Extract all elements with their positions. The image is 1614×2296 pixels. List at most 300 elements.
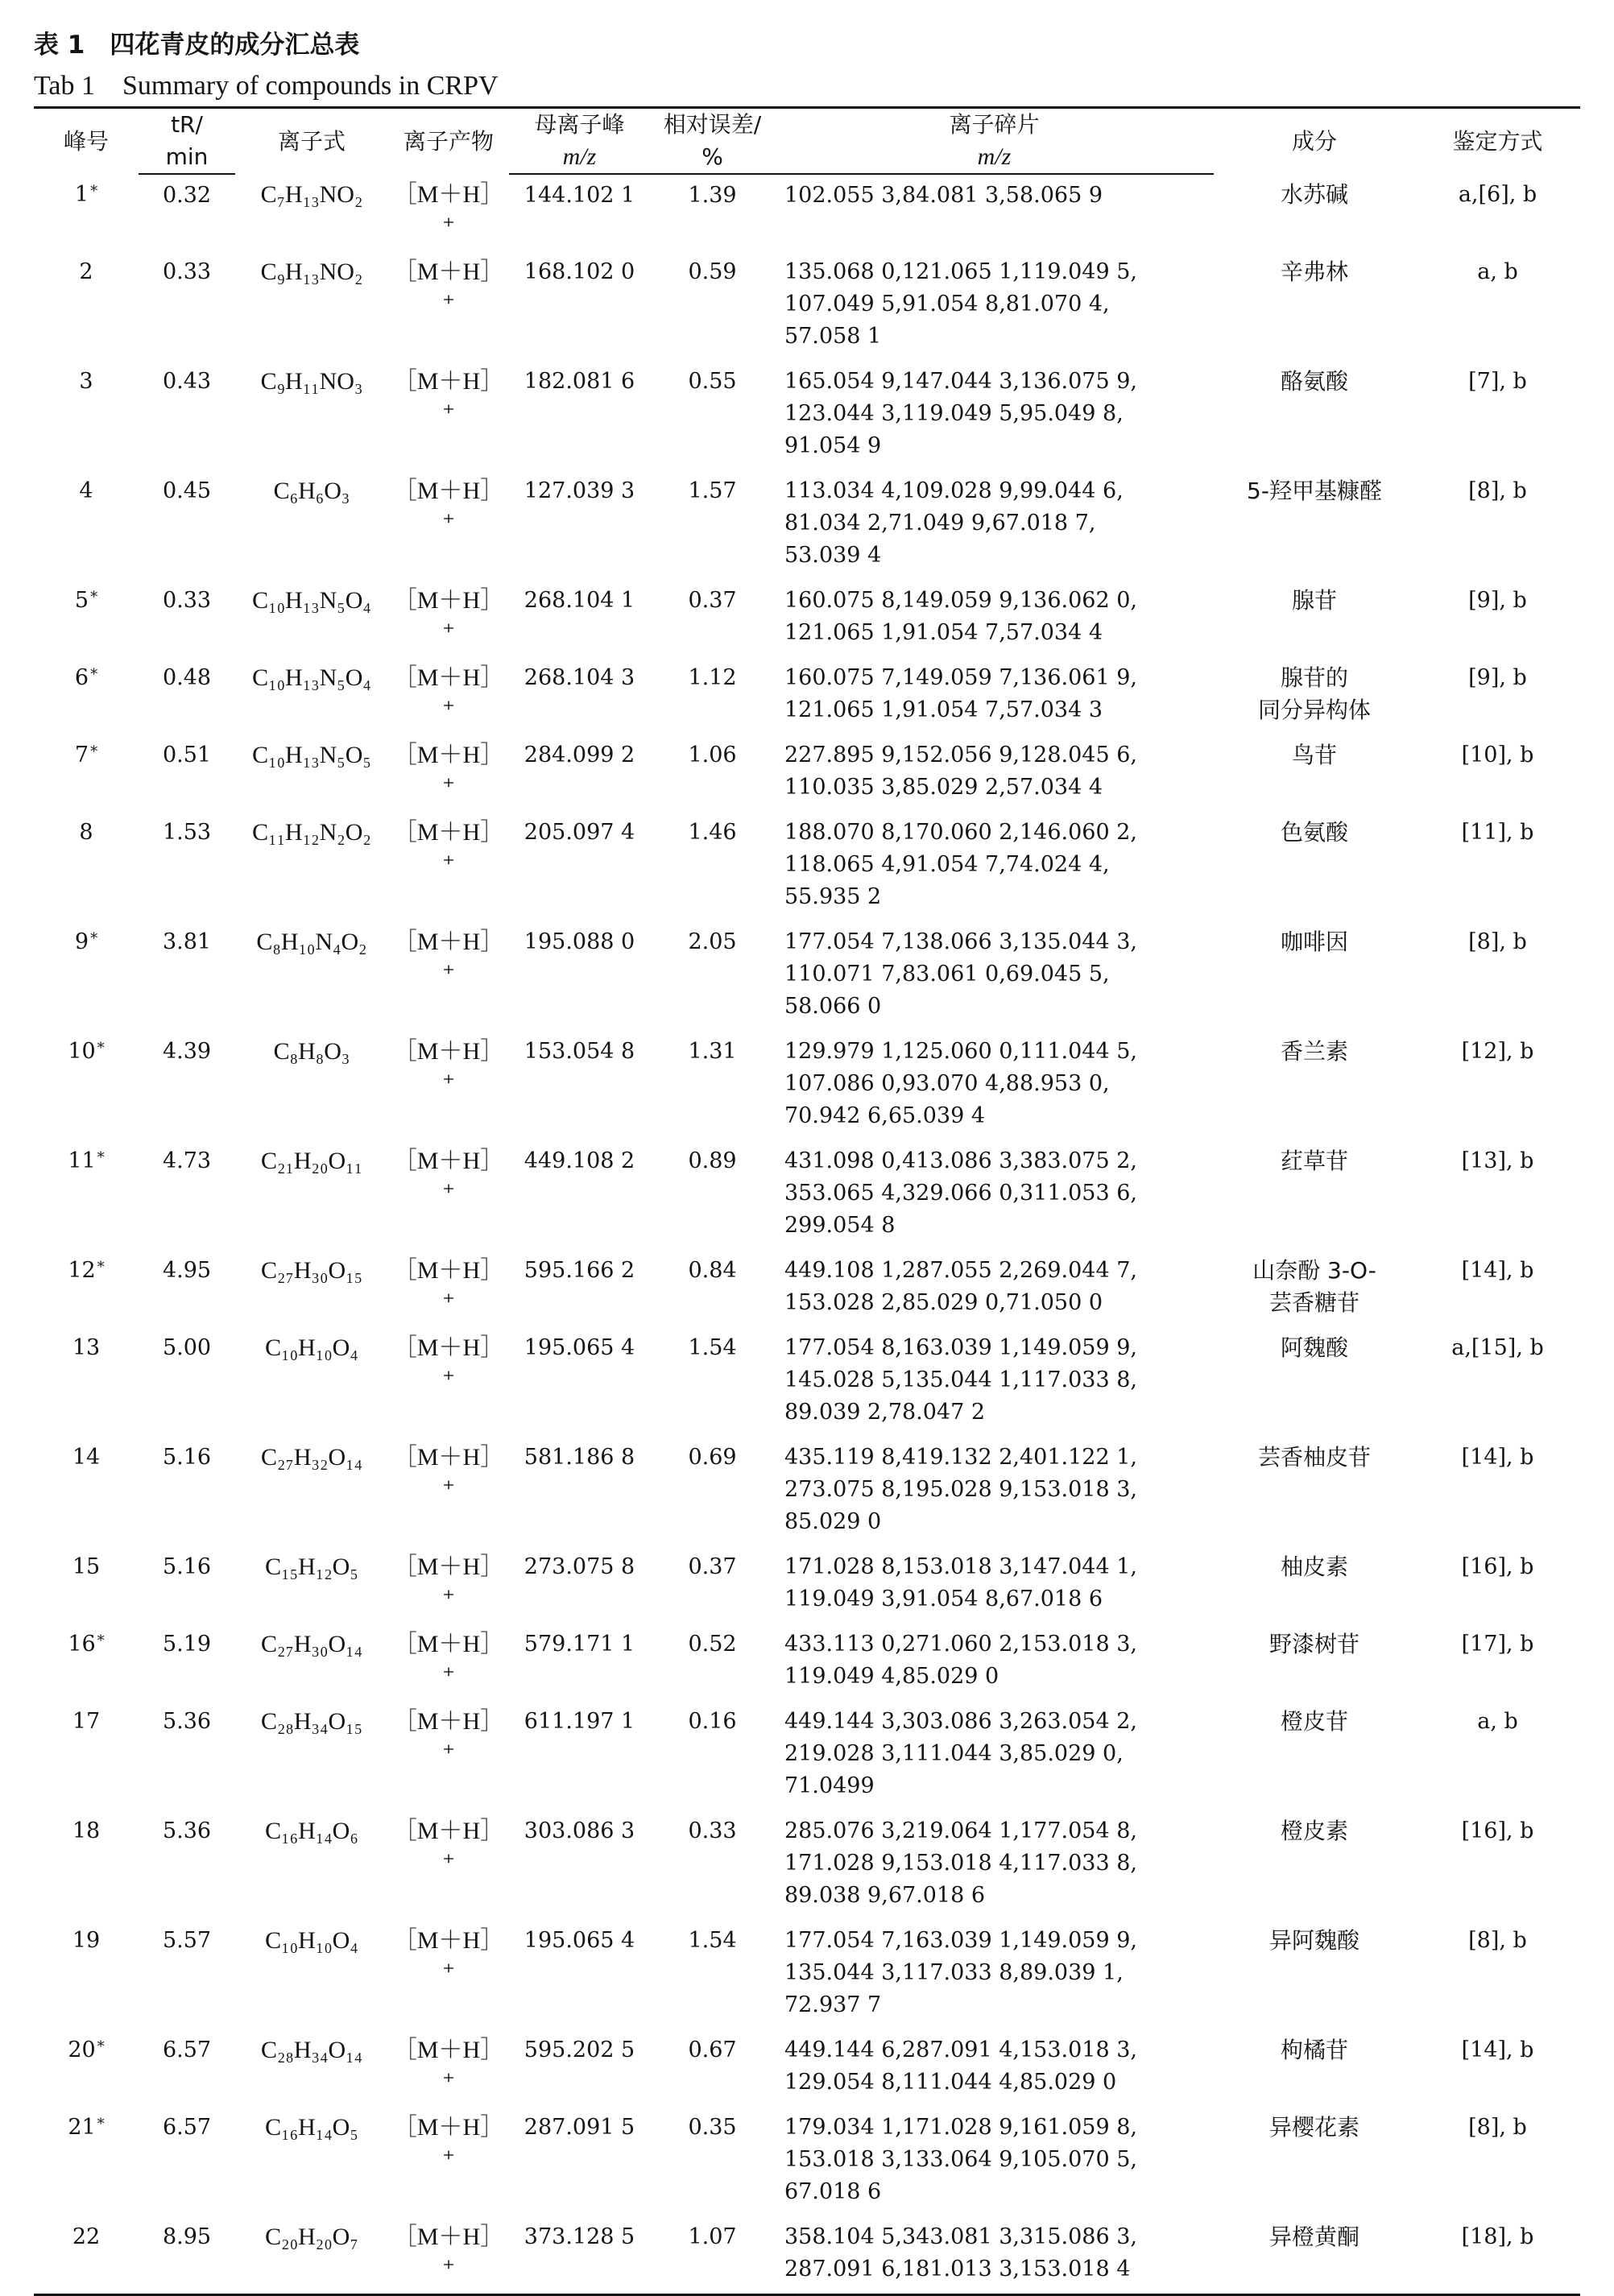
table-row (34, 251, 1580, 361)
compound-name: 5-羟甲基糠醛 (1247, 478, 1382, 504)
compound-name: 异橙黄酮 (1268, 2224, 1359, 2250)
method-cell: [10], b (1461, 743, 1534, 767)
parent-ion-cell: 287.091 5 (524, 2115, 635, 2140)
fragment-line: 179.034 1,171.028 9,161.059 8, (784, 2115, 1137, 2140)
error-cell: 1.12 (688, 665, 737, 690)
fragment-line: 119.049 4,85.029 0 (784, 1664, 999, 1689)
peak-number: 22 (72, 2224, 101, 2249)
retention-time-cell: 1.53 (162, 820, 212, 845)
ion-cell: ［M＋H］⁺ (392, 1927, 505, 1986)
formula-cell: C₁₀H₁₀O₄ (265, 1927, 358, 1954)
peak-number: 8 (79, 820, 93, 845)
fragment-line: 113.034 4,109.028 9,99.044 6, (784, 478, 1124, 503)
method-cell: [8], b (1468, 929, 1527, 954)
peak-number: 4 (79, 478, 93, 503)
formula-cell: C₁₀H₁₃N₅O₄ (252, 587, 371, 614)
error-cell: 0.52 (688, 1632, 737, 1657)
fragments-cell (775, 361, 1214, 470)
document-page (34, 18, 1580, 2296)
fragment-line: 135.044 3,117.033 8,89.039 1, (784, 1960, 1124, 1985)
peak-cell (34, 1810, 139, 1920)
formula-cell: C₈H₈O₃ (273, 1038, 350, 1065)
parent-ion-cell: 373.128 5 (509, 2216, 650, 2295)
compound-name: 阿魏酸 (1280, 1334, 1348, 1361)
fragment-line: 171.028 9,153.018 4,117.033 8, (784, 1851, 1137, 1876)
compound-name: 柚皮素 (1280, 1553, 1348, 1580)
header-parent-bottom: m/z (509, 141, 650, 174)
table-row (34, 657, 1580, 734)
error-cell: 0.55 (688, 369, 737, 394)
table-row (34, 2216, 1580, 2295)
compound-name: 同分异构体 (1257, 697, 1371, 723)
table-row (34, 1327, 1580, 1437)
fragment-line: 72.937 7 (784, 1992, 882, 2017)
compound-cell (1214, 1250, 1415, 1327)
parent-ion-cell: 284.099 2 (524, 743, 635, 767)
peak-star-mark: * (90, 183, 98, 200)
fragment-line: 287.091 6,181.013 3,153.018 4 (784, 2257, 1131, 2282)
method-cell: [9], b (1468, 665, 1527, 690)
peak-number: 12 (68, 1258, 96, 1283)
table-row (34, 1031, 1580, 1140)
peak-star-mark: * (97, 1632, 105, 1649)
error-cell: 1.54 (688, 1928, 737, 1953)
error-cell: 0.33 (688, 1818, 737, 1843)
compound-cell (1214, 2216, 1415, 2295)
peak-number: 19 (72, 1928, 101, 1953)
header-frag-bottom: m/z (775, 141, 1214, 174)
fragments-cell (775, 1031, 1214, 1140)
fragments-cell (775, 1624, 1214, 1701)
formula-cell: C₂₇H₃₂O₁₄ (260, 1444, 363, 1471)
fragment-line: 129.979 1,125.060 0,111.044 5, (784, 1039, 1137, 1064)
formula-cell: C₁₆H₁₄O₆ (265, 1818, 358, 1844)
error-cell: 1.39 (688, 183, 737, 208)
fragment-line: 227.895 9,152.056 9,128.045 6, (784, 743, 1137, 767)
peak-cell (34, 174, 139, 251)
parent-ion-cell: 449.108 2 (524, 1148, 635, 1173)
error-cell: 0.67 (688, 2037, 737, 2062)
compound-cell (1214, 1140, 1415, 1250)
fragment-line: 160.075 8,149.059 9,136.062 0, (784, 588, 1137, 613)
formula-cell: C₁₅H₁₂O₅ (265, 1553, 358, 1580)
parent-ion-cell: 273.075 8 (524, 1554, 635, 1579)
peak-number: 17 (72, 1709, 101, 1734)
retention-time-cell: 0.43 (162, 369, 212, 394)
ion-cell: ［M＋H］⁺ (392, 1708, 505, 1767)
error-cell: 0.37 (688, 588, 737, 613)
parent-ion-cell: 195.065 4 (524, 1928, 635, 1953)
fragment-line: 145.028 5,135.044 1,117.033 8, (784, 1367, 1137, 1392)
peak-star-mark: * (97, 2116, 105, 2133)
fragment-line: 102.055 3,84.081 3,58.065 9 (784, 183, 1103, 208)
method-cell: [14], b (1461, 1258, 1534, 1283)
table-row (34, 2107, 1580, 2216)
peak-star-mark: * (97, 2038, 105, 2055)
compound-cell (1214, 657, 1415, 734)
header-frag-top: 离子碎片 (775, 108, 1214, 142)
table-row (34, 2029, 1580, 2107)
fragments-cell (775, 657, 1214, 734)
table-row (34, 734, 1580, 812)
formula-cell: C₁₁H₁₂N₂O₂ (252, 819, 371, 846)
retention-time-cell: 0.48 (162, 665, 212, 690)
ion-cell: ［M＋H］⁺ (392, 2037, 505, 2095)
compound-name: 腺苷的 (1280, 664, 1348, 691)
retention-time-cell: 5.00 (162, 1335, 212, 1360)
fragment-line: 285.076 3,219.064 1,177.054 8, (784, 1818, 1137, 1843)
retention-time-cell: 5.36 (162, 1818, 212, 1843)
compound-name: 咖啡因 (1280, 929, 1348, 955)
fragment-line: 449.144 6,287.091 4,153.018 3, (784, 2037, 1137, 2062)
header-compound: 成分 (1214, 108, 1415, 175)
retention-time-cell: 5.16 (162, 1445, 212, 1470)
formula-cell: C₂₇H₃₀O₁₅ (260, 1257, 363, 1284)
fragment-line: 123.044 3,119.049 5,95.049 8, (784, 401, 1124, 426)
fragment-line: 435.119 8,419.132 2,401.122 1, (784, 1445, 1137, 1470)
peak-cell (34, 1140, 139, 1250)
compound-cell (1214, 1810, 1415, 1920)
compound-cell (1214, 1624, 1415, 1701)
compound-name: 鸟苷 (1291, 742, 1337, 768)
parent-ion-cell: 303.086 3 (524, 1818, 635, 1843)
peak-cell (34, 1920, 139, 2029)
fragment-line: 67.018 6 (784, 2179, 882, 2204)
table-row (34, 1810, 1580, 1920)
error-cell: 0.89 (688, 1148, 737, 1173)
peak-number: 9 (74, 929, 89, 954)
ion-cell: ［M＋H］⁺ (392, 181, 505, 240)
fragment-line: 188.070 8,170.060 2,146.060 2, (784, 820, 1137, 845)
formula-cell: C₁₀H₁₃N₅O₄ (252, 664, 371, 691)
table-row (34, 1624, 1580, 1701)
peak-star-mark: * (90, 930, 98, 947)
peak-cell (34, 1437, 139, 1546)
table-row (34, 1250, 1580, 1327)
ion-cell: ［M＋H］⁺ (392, 1257, 505, 1316)
fragment-line: 91.054 9 (784, 433, 882, 458)
method-cell: a, b (1477, 259, 1518, 284)
retention-time-cell: 5.36 (162, 1709, 212, 1734)
ion-cell: ［M＋H］⁺ (392, 478, 505, 536)
peak-number: 6 (74, 665, 89, 690)
parent-ion-cell: 595.202 5 (524, 2037, 635, 2062)
fragment-line: 57.058 1 (784, 324, 882, 349)
fragment-line: 177.054 8,163.039 1,149.059 9, (784, 1335, 1137, 1360)
fragment-line: 135.068 0,121.065 1,119.049 5, (784, 259, 1137, 284)
ion-cell: ［M＋H］⁺ (392, 368, 505, 427)
ion-cell: ［M＋H］⁺ (392, 1444, 505, 1503)
parent-ion-cell: 205.097 4 (524, 820, 635, 845)
compound-name: 野漆树苷 (1268, 1631, 1359, 1657)
parent-ion-cell: 153.054 8 (524, 1039, 635, 1064)
method-cell: [8], b (1468, 1928, 1527, 1953)
formula-cell: C₂₈H₃₄O₁₄ (260, 2037, 363, 2063)
fragments-cell (775, 1810, 1214, 1920)
peak-cell (34, 2029, 139, 2107)
fragments-cell (775, 812, 1214, 921)
formula-cell: C₂₈H₃₄O₁₅ (260, 1708, 363, 1735)
method-cell: [9], b (1468, 588, 1527, 613)
parent-ion-cell: 144.102 1 (524, 183, 635, 208)
compound-cell (1214, 470, 1415, 580)
fragment-line: 431.098 0,413.086 3,383.075 2, (784, 1148, 1137, 1173)
error-cell: 1.46 (688, 820, 737, 845)
parent-ion-cell: 611.197 1 (524, 1709, 635, 1734)
error-cell: 1.06 (688, 743, 737, 767)
peak-number: 20 (68, 2037, 96, 2062)
error-cell: 0.16 (688, 1709, 737, 1734)
formula-cell: C₇H₁₃NO₂ (260, 181, 363, 208)
compound-cell (1214, 921, 1415, 1031)
formula-cell: C₉H₁₁NO₃ (260, 368, 363, 395)
peak-cell (34, 1250, 139, 1327)
peak-cell (34, 1624, 139, 1701)
parent-ion-cell: 268.104 3 (524, 665, 635, 690)
formula-cell: C₂₀H₂₀O₇ (235, 2216, 388, 2295)
retention-time-cell: 0.33 (162, 588, 212, 613)
peak-cell (34, 580, 139, 657)
method-cell: [16], b (1461, 1818, 1534, 1843)
header-peak: 峰号 (34, 108, 139, 175)
peak-star-mark: * (97, 1040, 105, 1057)
fragment-line: 358.104 5,343.081 3,315.086 3, (784, 2224, 1137, 2249)
peak-number: 21 (68, 2115, 96, 2140)
formula-cell: C₂₁H₂₀O₁₁ (260, 1148, 363, 1174)
fragments-cell (775, 1140, 1214, 1250)
ion-cell: ［M＋H］⁺ (392, 259, 505, 317)
peak-cell (34, 1546, 139, 1624)
formula-cell: C₉H₁₃NO₂ (260, 259, 363, 285)
method-cell: [16], b (1461, 1554, 1534, 1579)
fragment-line: 107.049 5,91.054 8,81.070 4, (784, 292, 1110, 316)
peak-cell (34, 2216, 139, 2295)
ion-cell: ［M＋H］⁺ (388, 2216, 509, 2295)
fragments-cell (775, 1546, 1214, 1624)
fragments-cell (775, 174, 1214, 251)
retention-time-cell: 5.19 (162, 1632, 212, 1657)
compound-cell (1214, 734, 1415, 812)
ion-cell: ［M＋H］⁺ (392, 742, 505, 800)
fragment-line: 165.054 9,147.044 3,136.075 9, (784, 369, 1137, 394)
fragment-line: 273.075 8,195.028 9,153.018 3, (784, 1477, 1137, 1502)
ion-cell: ［M＋H］⁺ (392, 1038, 505, 1097)
table-row (34, 361, 1580, 470)
retention-time-cell: 0.45 (162, 478, 212, 503)
peak-cell (34, 2107, 139, 2216)
fragment-line: 449.144 3,303.086 3,263.054 2, (784, 1709, 1137, 1734)
compound-name: 水苏碱 (1280, 181, 1348, 208)
peak-cell (34, 1701, 139, 1810)
peak-number: 1 (74, 182, 89, 207)
fragments-cell (775, 2029, 1214, 2107)
parent-ion-cell: 195.088 0 (524, 929, 635, 954)
table-title-en: Tab 1 Summary of compounds in CRPV (34, 71, 499, 101)
compound-cell (1214, 2107, 1415, 2216)
peak-number: 13 (72, 1335, 101, 1360)
peak-cell (34, 657, 139, 734)
ion-cell: ［M＋H］⁺ (392, 1553, 505, 1612)
fragments-cell (775, 1250, 1214, 1327)
compound-name: 芸香柚皮苷 (1257, 1444, 1371, 1471)
retention-time-cell: 0.51 (162, 743, 212, 767)
peak-star-mark: * (90, 743, 98, 760)
table-row (34, 174, 1580, 251)
parent-ion-cell: 127.039 3 (524, 478, 635, 503)
retention-time-cell: 0.32 (162, 183, 212, 208)
fragment-line: 119.049 3,91.054 8,67.018 6 (784, 1587, 1103, 1611)
method-cell: a,[15], b (1451, 1335, 1544, 1360)
peak-cell (34, 921, 139, 1031)
fragment-line: 219.028 3,111.044 3,85.029 0, (784, 1741, 1124, 1766)
method-cell: a, b (1477, 1709, 1518, 1734)
method-cell: [8], b (1468, 2115, 1527, 2140)
method-cell: [12], b (1461, 1039, 1534, 1064)
fragments-cell (775, 734, 1214, 812)
retention-time-cell: 4.39 (162, 1039, 212, 1064)
ion-cell: ［M＋H］⁺ (392, 2114, 505, 2173)
fragment-line: 89.039 2,78.047 2 (784, 1400, 986, 1425)
error-cell: 0.69 (688, 1445, 737, 1470)
compound-cell (1214, 1546, 1415, 1624)
header-method: 鉴定方式 (1415, 108, 1580, 175)
fragments-cell (775, 251, 1214, 361)
fragment-line: 107.086 0,93.070 4,88.953 0, (784, 1071, 1110, 1096)
ion-cell: ［M＋H］⁺ (392, 1334, 505, 1393)
method-cell: a,[6], b (1458, 182, 1537, 207)
formula-cell: C₈H₁₀N₄O₂ (256, 929, 367, 955)
compound-name: 酪氨酸 (1280, 368, 1348, 395)
peak-cell (34, 812, 139, 921)
peak-number: 16 (68, 1632, 96, 1657)
compounds-table (34, 106, 1580, 2296)
table-row (34, 470, 1580, 580)
compound-cell (1214, 1920, 1415, 2029)
error-cell: 0.59 (688, 259, 737, 284)
header-error-top: 相对误差/ (650, 108, 775, 142)
error-cell: 1.57 (688, 478, 737, 503)
fragment-line: 85.029 0 (784, 1509, 882, 1534)
method-cell: [13], b (1461, 1148, 1534, 1173)
retention-time-cell: 0.33 (162, 259, 212, 284)
retention-time-cell: 8.95 (139, 2216, 235, 2295)
header-formula: 离子式 (235, 108, 388, 175)
error-cell: 1.31 (688, 1039, 737, 1064)
compound-cell (1214, 1701, 1415, 1810)
fragments-cell (775, 2216, 1214, 2295)
compound-name: 腺苷 (1291, 587, 1337, 614)
compound-name: 荭草苷 (1280, 1148, 1348, 1174)
method-cell: [17], b (1461, 1632, 1534, 1657)
table-row (34, 1920, 1580, 2029)
table-row (34, 1140, 1580, 1250)
peak-number: 3 (79, 369, 93, 394)
ion-cell: ［M＋H］⁺ (392, 1818, 505, 1876)
compound-name: 橙皮苷 (1280, 1708, 1348, 1735)
fragment-line: 121.065 1,91.054 7,57.034 3 (784, 697, 1103, 722)
peak-star-mark: * (97, 1149, 105, 1166)
compound-name: 异樱花素 (1268, 2114, 1359, 2141)
peak-cell (34, 251, 139, 361)
compound-name: 色氨酸 (1280, 819, 1348, 846)
compound-name: 山奈酚 3-O- (1252, 1257, 1376, 1284)
fragments-cell (775, 1920, 1214, 2029)
ion-cell: ［M＋H］⁺ (392, 819, 505, 878)
compound-name: 橙皮素 (1280, 1818, 1348, 1844)
compound-cell (1214, 361, 1415, 470)
retention-time-cell: 5.16 (162, 1554, 212, 1579)
compound-name: 辛弗林 (1280, 259, 1348, 285)
error-cell: 1.07 (650, 2216, 775, 2295)
fragment-line: 110.071 7,83.061 0,69.045 5, (784, 962, 1110, 987)
compound-name: 异阿魏酸 (1268, 1927, 1359, 1954)
peak-number: 14 (72, 1445, 101, 1470)
header-tr-bottom: min (139, 141, 235, 174)
method-cell: [8], b (1468, 478, 1527, 503)
table-row (34, 1701, 1580, 1810)
fragment-line: 118.065 4,91.054 7,74.024 4, (784, 852, 1110, 877)
table-body (34, 174, 1580, 2295)
fragment-line: 89.038 9,67.018 6 (784, 1883, 986, 1908)
error-cell: 0.84 (688, 1258, 737, 1283)
peak-cell (34, 1327, 139, 1437)
fragment-line: 171.028 8,153.018 3,147.044 1, (784, 1554, 1137, 1579)
header-tr-top: tR/ (139, 108, 235, 142)
fragments-cell (775, 1437, 1214, 1546)
ion-cell: ［M＋H］⁺ (392, 1631, 505, 1690)
ion-cell: ［M＋H］⁺ (392, 587, 505, 646)
compound-cell (1214, 1437, 1415, 1546)
fragment-line: 58.066 0 (784, 994, 882, 1019)
peak-star-mark: * (90, 589, 98, 606)
fragments-cell (775, 1701, 1214, 1810)
peak-star-mark: * (90, 666, 98, 683)
compound-name: 枸橘苷 (1280, 2037, 1348, 2063)
fragment-line: 121.065 1,91.054 7,57.034 4 (784, 620, 1103, 645)
parent-ion-cell: 195.065 4 (524, 1335, 635, 1360)
fragment-line: 433.113 0,271.060 2,153.018 3, (784, 1632, 1137, 1657)
formula-cell: C₁₆H₁₄O₅ (265, 2114, 358, 2141)
peak-cell (34, 1031, 139, 1140)
fragments-cell (775, 470, 1214, 580)
parent-ion-cell: 168.102 0 (524, 259, 635, 284)
table-title-cn: 表 1 四花青皮的成分汇总表 (34, 31, 360, 60)
fragment-line: 153.018 3,133.064 9,105.070 5, (784, 2147, 1137, 2172)
formula-cell: C₂₇H₃₀O₁₄ (260, 1631, 363, 1657)
peak-number: 5 (74, 588, 89, 613)
peak-number: 7 (74, 743, 89, 767)
compound-cell (1214, 174, 1415, 251)
table-row (34, 812, 1580, 921)
compound-name: 香兰素 (1280, 1038, 1348, 1065)
peak-cell (34, 470, 139, 580)
compound-cell (1214, 580, 1415, 657)
fragments-cell (775, 2107, 1214, 2216)
parent-ion-cell: 595.166 2 (524, 1258, 635, 1283)
fragments-cell (775, 1327, 1214, 1437)
fragments-cell (775, 921, 1214, 1031)
header-ion: 离子产物 (388, 108, 509, 175)
fragment-line: 81.034 2,71.049 9,67.018 7, (784, 511, 1096, 536)
fragment-line: 177.054 7,138.066 3,135.044 3, (784, 929, 1137, 954)
parent-ion-cell: 579.171 1 (524, 1632, 635, 1657)
compound-cell (1214, 1327, 1415, 1437)
peak-cell (34, 734, 139, 812)
compound-cell (1214, 812, 1415, 921)
method-cell: [14], b (1461, 1445, 1534, 1470)
table-row (34, 580, 1580, 657)
formula-cell: C₆H₆O₃ (273, 478, 350, 504)
